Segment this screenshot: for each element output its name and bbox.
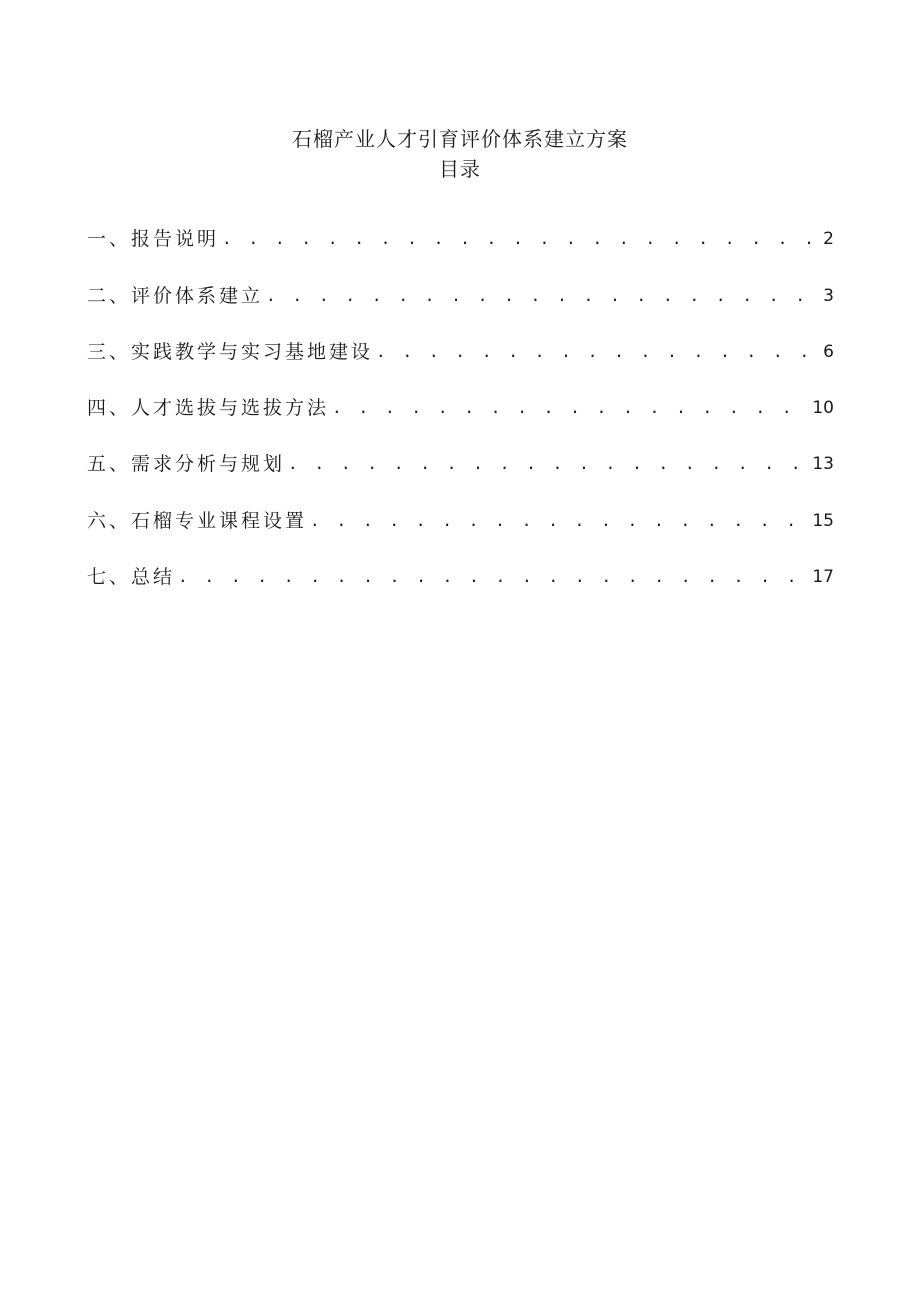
toc-entry-label: 四、人才选拔与选拔方法 bbox=[87, 397, 330, 420]
toc-entry-talent-selection[interactable] bbox=[87, 381, 834, 437]
toc-leader-dots bbox=[332, 395, 809, 421]
toc-entry-label: 七、总结 bbox=[87, 566, 176, 589]
document-title: 石榴产业人才引育评价体系建立方案 bbox=[292, 127, 628, 151]
toc-entry-evaluation-system[interactable] bbox=[87, 268, 834, 324]
toc-entry-report-description[interactable] bbox=[87, 212, 834, 268]
toc-leader-dots bbox=[288, 451, 809, 477]
toc-entry-practice-teaching[interactable] bbox=[87, 325, 834, 381]
toc-leader-dots bbox=[178, 564, 809, 590]
toc-heading: 目录 bbox=[439, 157, 481, 181]
toc-entry-label: 三、实践教学与实习基地建设 bbox=[87, 340, 374, 363]
toc-entry-page-number: 10 bbox=[812, 398, 834, 419]
toc-entry-summary[interactable] bbox=[87, 550, 834, 606]
toc-entry-page-number: 15 bbox=[812, 510, 834, 531]
table-of-contents bbox=[87, 212, 834, 606]
toc-entry-label: 五、需求分析与规划 bbox=[87, 453, 286, 476]
toc-entry-demand-analysis[interactable] bbox=[87, 437, 834, 493]
toc-leader-dots bbox=[310, 508, 809, 534]
toc-entry-course-setup[interactable] bbox=[87, 493, 834, 549]
toc-leader-dots bbox=[266, 283, 820, 309]
toc-entry-page-number: 2 bbox=[823, 229, 834, 250]
toc-entry-page-number: 6 bbox=[823, 341, 834, 362]
toc-entry-label: 六、石榴专业课程设置 bbox=[87, 509, 308, 532]
toc-entry-page-number: 17 bbox=[812, 567, 834, 588]
toc-leader-dots bbox=[222, 226, 820, 252]
toc-entry-label: 一、报告说明 bbox=[87, 228, 220, 251]
toc-entry-page-number: 3 bbox=[823, 285, 834, 306]
toc-entry-label: 二、评价体系建立 bbox=[87, 284, 264, 307]
toc-leader-dots bbox=[376, 339, 820, 365]
toc-entry-page-number: 13 bbox=[812, 454, 834, 475]
